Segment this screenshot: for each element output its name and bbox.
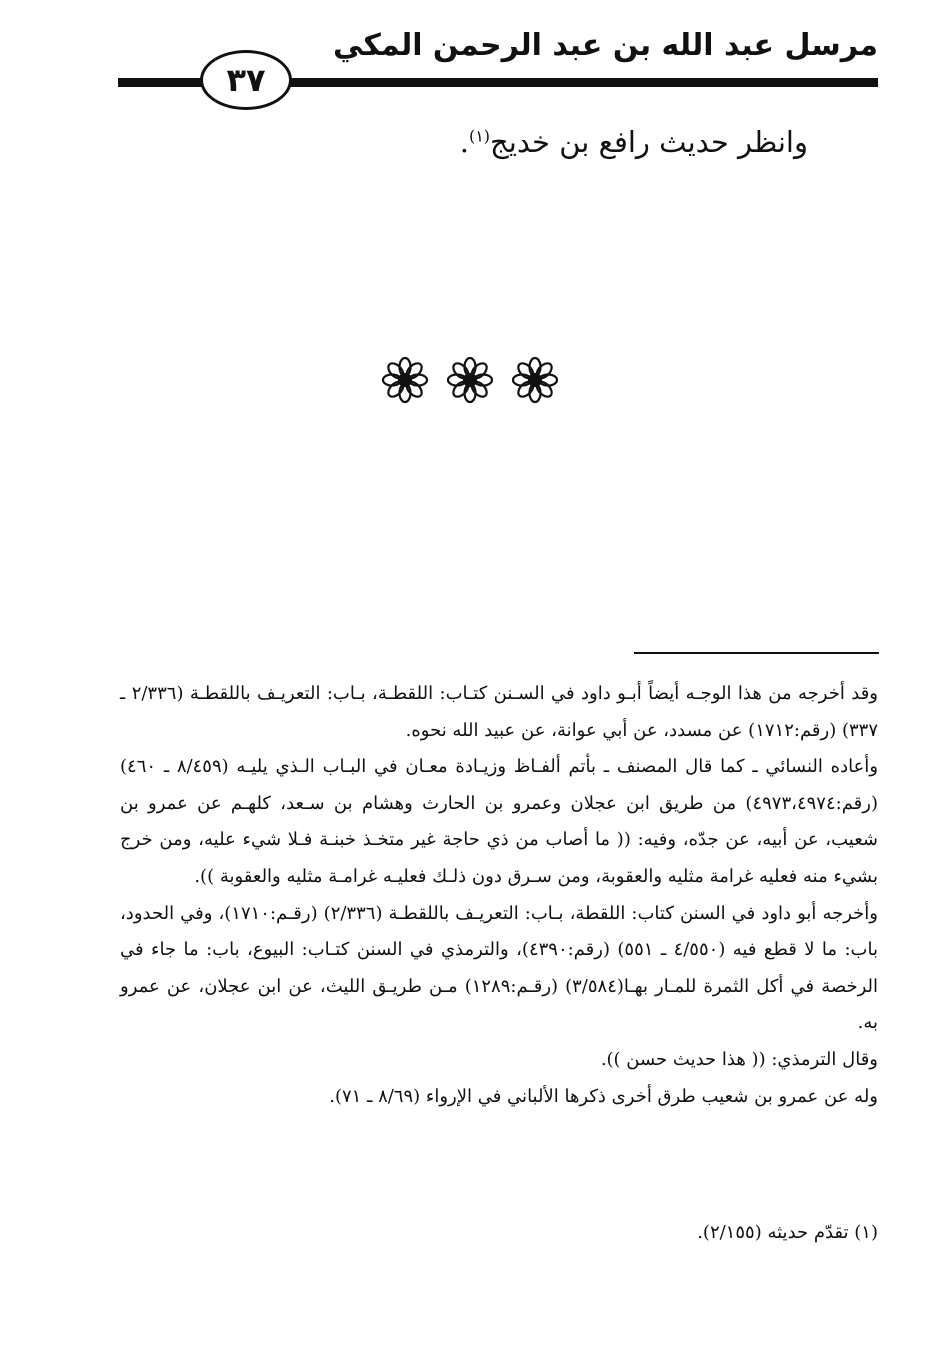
main-text-line <box>460 125 808 159</box>
footnotes-block <box>120 676 878 1115</box>
flower-ornament-icon <box>380 355 430 405</box>
footnote-reference: (١) <box>468 126 491 146</box>
footnote-paragraph: وأعاده النسائي ـ كما قال المصنف ـ بأتم ألفـاظ وزيـادة معـان في البـاب الـذي يليـه (٨/٤٥٩ ـ ٤٦٠) (رقم:٤٩٧٣،٤٩٧٤) من طريق ابن عجلان وعمرو بن الحارث وهشام بن سـعد، كلهـم عن عمرو بن شعيب، عن أبيه، عن جدّه، وفيه: (( ما أصاب من ذي حاجة غير متخـذ خبنـة فـلا شيء عليه، ومن خرج بشيء منه فعليه غرامة مثليه والعقوبة، ومن سـرق دون ذلـك فعليـه غرامـة مثليه والعقوبة )). <box>120 756 879 887</box>
footnote-paragraph: وقد أخرجه من هذا الوجـه أيضاً أبـو داود في السـنن كتـاب: اللقطـة، بـاب: التعريـف باللقطـة (٢/٣٣٦ ـ ٣٣٧) (رقم:١٧١٢) عن مسدد، عن أبي عوانة، عن عبيد الله نحوه. <box>120 683 879 741</box>
running-header-title: مرسل عبد الله بن عبد الرحمن المكي <box>333 28 878 63</box>
main-text-end-mark: . <box>459 125 469 159</box>
flower-ornament-icon <box>510 355 560 405</box>
flower-ornament-icon <box>445 355 495 405</box>
footnote-divider <box>634 652 879 654</box>
footnote-paragraph: وأخرجه أبو داود في السنن كتاب: اللقطة، بـاب: التعريـف باللقطـة (٢/٣٣٦) (رقـم:١٧١٠)، وفي الحدود، باب: ما لا قطع فيه (٤/٥٥٠ ـ ٥٥١) (رقم:٤٣٩٠)، والترمذي في السنن كتـاب: البيوع، باب: ما جاء في الرخصة في أكل الثمرة للمـار بهـا(٣/٥٨٤) (رقـم:١٢٨٩) مـن طريـق الليث، عن ابن عجلان، عن عمرو به. <box>120 902 878 1034</box>
section-divider-ornaments <box>380 355 560 405</box>
page-number-badge <box>200 50 292 110</box>
footnote-paragraph: وقال الترمذي: (( هذا حديث حسن )). <box>600 1048 878 1070</box>
footnote-paragraph: وله عن عمرو بن شعيب طرق أخرى ذكرها الألباني في الإرواء (٨/٦٩ ـ ٧١). <box>329 1085 878 1107</box>
page-number: ٣٧ <box>226 61 266 99</box>
footnote-1: (١) تقدّم حديثه (٢/١٥٥). <box>697 1222 878 1243</box>
main-text: وانظر حديث رافع بن خديج <box>490 125 808 159</box>
